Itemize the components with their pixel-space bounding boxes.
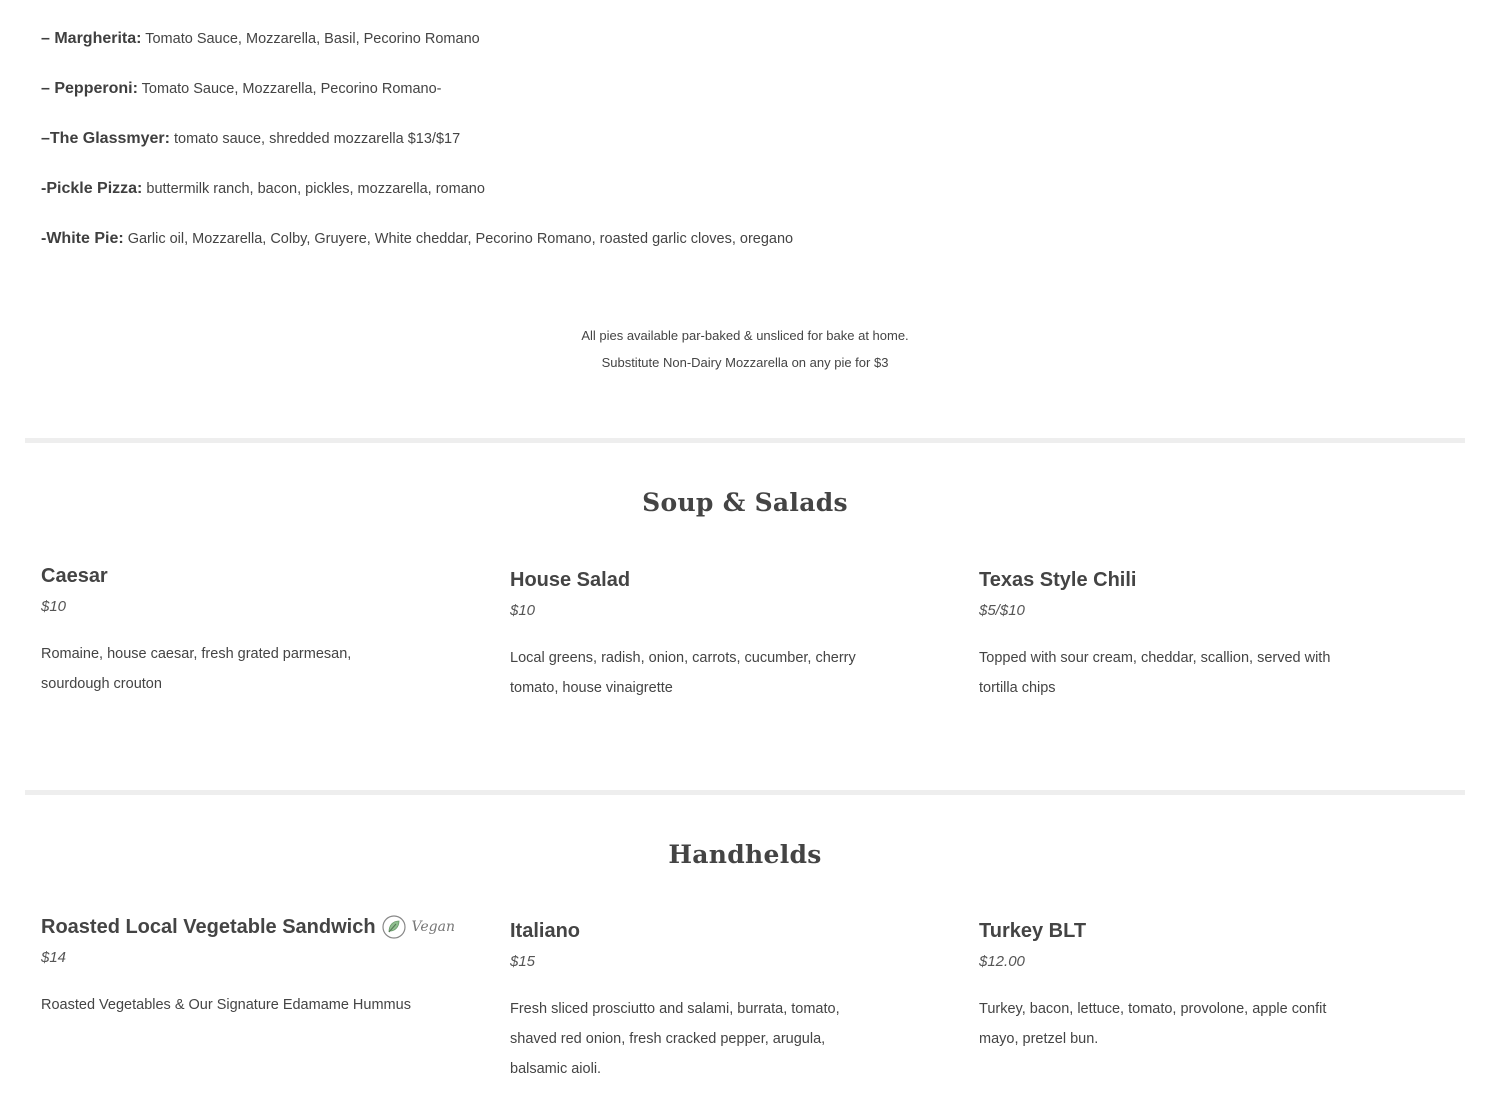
item-price: $15 [510,953,536,970]
pizza-name: -White Pie: [41,230,124,247]
section-divider [25,790,1465,795]
pizza-name: -Pickle Pizza: [41,180,143,197]
item-price: $12.00 [979,953,1025,970]
item-price: $10 [41,598,67,615]
item-description: Turkey, bacon, lettuce, tomato, provolone, apple confit mayo, pretzel bun. [979,1001,1327,1047]
pizza-item-white-pie [41,228,1141,250]
menu-item-turkey-blt [979,918,1379,1054]
pizza-desc: buttermilk ranch, bacon, pickles, mozzarella, romano [142,181,485,197]
pizza-name: – Pepperoni: [41,80,138,97]
item-name-row [41,914,481,940]
section-divider [25,438,1465,443]
item-name: Italiano [510,920,581,942]
pizza-desc: Tomato Sauce, Mozzarella, Pecorino Romano- [137,81,442,97]
pizza-notes [0,322,1490,376]
item-description: Local greens, radish, onion, carrots, cucumber, cherry tomato, house vinaigrette [510,650,856,696]
item-description: Roasted Vegetables & Our Signature Edamame Hummus [41,997,411,1013]
section-title-soup-salads: Soup & Salads [642,488,848,517]
pizza-item-glassmyer [41,128,1141,150]
item-price: $5/$10 [979,602,1025,619]
item-description: Topped with sour cream, cheddar, scallion, served with tortilla chips [979,650,1331,696]
pizza-name: –The Glassmyer: [41,130,170,147]
item-name: House Salad [510,569,631,591]
pizza-item-pepperoni [41,78,1141,100]
pizza-desc: Tomato Sauce, Mozzarella, Basil, Pecorino Romano [141,31,480,47]
item-name: Caesar [41,565,108,587]
menu-item-caesar [41,563,441,699]
pizza-desc: Garlic oil, Mozzarella, Colby, Gruyere, White cheddar, Pecorino Romano, roasted garlic cloves, oregano [123,231,794,247]
menu-item-texas-chili [979,567,1379,703]
item-name: Roasted Local Vegetable Sandwich [41,916,376,938]
menu-item-roasted-vegetable-sandwich [41,914,481,1020]
vegan-label: Vegan [411,919,455,935]
pizza-name: – Margherita: [41,30,142,47]
note-non-dairy: Substitute Non-Dairy Mozzarella on any pie for $3 [601,355,889,370]
note-par-baked: All pies available par-baked & unsliced for bake at home. [581,328,909,343]
pizza-list [41,28,1141,278]
item-description: Romaine, house caesar, fresh grated parmesan, sourdough crouton [41,646,352,692]
item-price: $14 [41,949,67,966]
item-name: Texas Style Chili [979,569,1137,591]
menu-item-italiano [510,918,910,1084]
pizza-item-margherita [41,28,1141,50]
leaf-icon [382,915,406,939]
menu-item-house-salad [510,567,910,703]
vegan-tag [382,914,455,940]
pizza-item-pickle [41,178,1141,200]
item-description: Fresh sliced prosciutto and salami, burrata, tomato, shaved red onion, fresh cracked pepper, arugula, balsamic aioli. [510,1001,840,1077]
section-title-handhelds: Handhelds [668,840,822,869]
pizza-desc: tomato sauce, shredded mozzarella $13/$17 [169,131,461,147]
item-name: Turkey BLT [979,920,1087,942]
item-price: $10 [510,602,536,619]
